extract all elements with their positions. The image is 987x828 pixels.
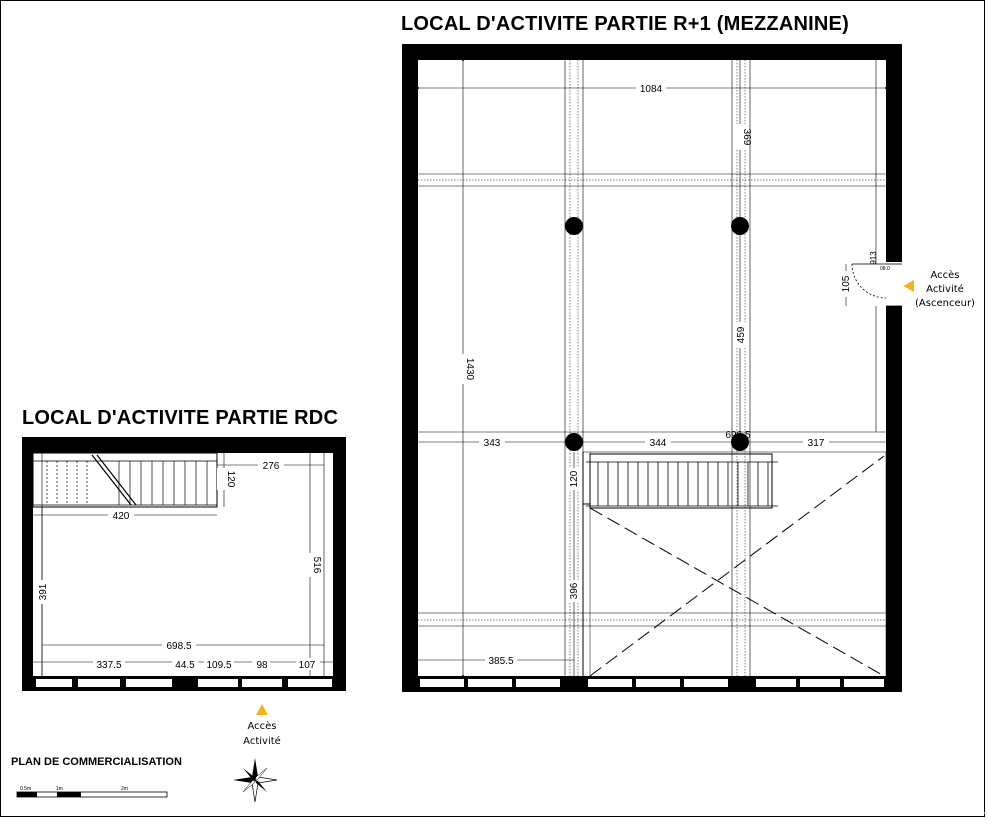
dim-height-total: 1430 [464, 357, 475, 381]
scale-label-2: 1m [56, 786, 63, 792]
mezz-wall-top [402, 44, 902, 60]
rdc-dim-seg1: 337.5 [96, 660, 122, 671]
rdc-dim-right-height: 516 [311, 556, 322, 574]
rdc-plan [22, 437, 346, 747]
dim-door-leaf: 08.0 [880, 266, 890, 272]
mezz-windows [420, 679, 884, 687]
rdc-wall-top [22, 437, 346, 453]
mezz-access-line3: (Ascenceur) [915, 298, 975, 309]
dim-column-gap-upper: 459 [736, 326, 747, 344]
rdc-dim-left-height: 391 [38, 583, 49, 601]
rdc-wall-right [333, 437, 346, 691]
mezzanine-plan [402, 44, 975, 692]
rdc-stair [33, 453, 217, 507]
scale-label-3: 2m [121, 786, 128, 792]
rdc-wall-left [22, 437, 33, 691]
rdc-dim-stair-right: 276 [262, 461, 280, 472]
column-1 [565, 217, 583, 235]
mezz-wall-right-lower [886, 306, 902, 692]
rdc-dim-stair-width: 420 [112, 511, 130, 522]
rdc-dim-seg2: 44.5 [175, 660, 195, 671]
rdc-dim-seg4: 98 [256, 660, 268, 671]
mezz-access-arrow-icon [903, 280, 914, 292]
mezz-wall-right-upper [886, 44, 902, 262]
rdc-dim-stair-depth: 120 [225, 470, 236, 488]
mezz-door [852, 264, 902, 306]
dim-stair-span: 696.5 [725, 430, 751, 441]
rdc-access-line1: Accès [247, 721, 277, 732]
mezzanine-title: LOCAL D'ACTIVITE PARTIE R+1 (MEZZANINE) [401, 13, 849, 35]
dim-depth-right-upper: 369 [741, 128, 752, 146]
dim-stair-right: 317 [807, 438, 825, 449]
rdc-dim-total-width: 698.5 [166, 641, 192, 652]
rdc-dim-seg3: 109.5 [206, 660, 232, 671]
rdc-dim-seg5: 107 [298, 660, 316, 671]
dim-stair-depth: 120 [569, 470, 580, 488]
scale-bar [17, 786, 167, 797]
mezz-access-line2: Activité [926, 284, 964, 295]
dim-door-offset: 913 [869, 251, 878, 265]
dim-door-width: 105 [841, 275, 852, 293]
dim-stair-mid: 344 [649, 438, 667, 449]
rdc-access-arrow-icon [256, 704, 268, 715]
scale-label-1: 0.5m [20, 786, 32, 792]
mezz-void [583, 452, 886, 676]
mezz-stair [586, 454, 778, 508]
north-arrow-icon [233, 758, 277, 802]
mezz-access-line1: Accès [930, 270, 960, 281]
rdc-access-line2: Activité [243, 736, 281, 747]
mezz-wall-left [402, 44, 418, 692]
dim-bottom-left: 385.5 [488, 656, 514, 667]
plan-label: PLAN DE COMMERCIALISATION [11, 756, 182, 768]
rdc-title: LOCAL D'ACTIVITE PARTIE RDC [22, 407, 339, 429]
dim-stair-left: 343 [483, 438, 501, 449]
dim-void-depth: 396 [569, 582, 580, 600]
dim-width-top: 1084 [639, 84, 663, 95]
